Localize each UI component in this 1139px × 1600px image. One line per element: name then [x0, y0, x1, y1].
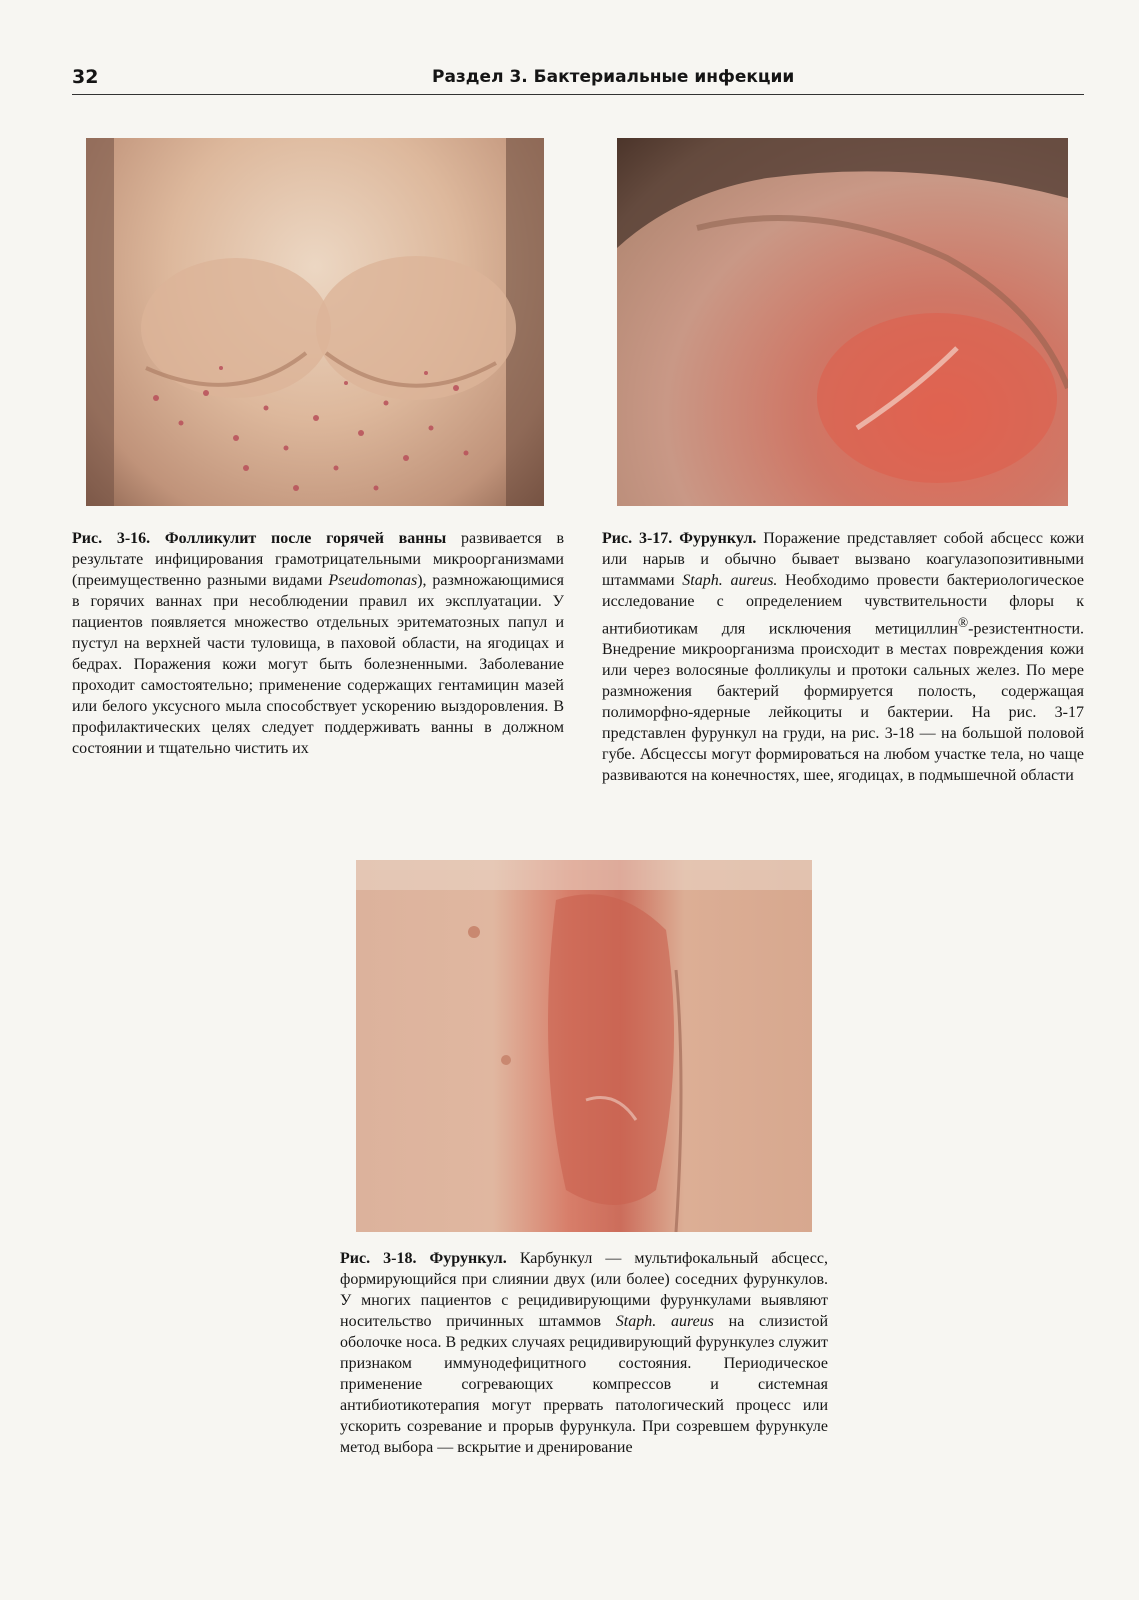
figure-label: Рис. 3-17.	[602, 530, 673, 547]
figure-3-18-photo	[356, 860, 812, 1232]
section-title: Раздел 3. Бактериальные инфекции	[432, 67, 795, 87]
figure-3-16-photo	[86, 138, 544, 506]
figure-3-18-caption	[340, 1248, 828, 1458]
caption-italic: Staph. aureus.	[682, 572, 778, 589]
figure-title: Фолликулит после горячей ванны	[164, 530, 447, 547]
caption-text: на слизистой оболочке носа. В редких случаях рецидивирующий фурункулез служит признаком иммунодефицитного состояния. Периодическое применение согревающих компрессов и системная антибиотикотерапия могут прервать патологический процесс или ускорить созревание и прорыв фурункула. При созревшем фурункуле метод выбора — вскрытие и дренирование	[340, 1313, 829, 1456]
caption-text: ), размножающимися в горячих ваннах при несоблюдении правил их эксплуатации. У пациентов появляется множество отдельных эритематозных папул и пустул на верхней части туловища, в паховой области, на ягодицах и бедрах. Поражения кожи могут быть болезненными. Заболевание проходит самостоятельно; применение содержащих гентамицин мазей или белого уксусного мыла способствует ускорению выздоровления. В профилактических целях следует поддерживать ванны в должном состоянии и тщательно чистить их	[72, 572, 565, 757]
figure-3-16-caption	[72, 528, 564, 759]
caption-text: Необходимо провести бактериологическое исследование с определением чувствительности флоры к антибиотикам для исключения метициллин	[602, 572, 1085, 638]
caption-superscript: ®	[957, 615, 969, 630]
figure-label: Рис. 3-18.	[340, 1250, 417, 1267]
caption-text: развивается в результате инфицирования грамотрицательными микроорганизмами (преимущественно разными видами	[72, 530, 565, 589]
caption-text: -резистентности. Внедрение микроорганизма происходит в местах повреждения кожи или через волосяные фолликулы и протоки сальных желез. По мере размножения бактерий формируется полость, содержащая полиморфно-ядерные лейкоциты и бактерии. На рис. 3-17 представлен фурункул на груди, на рис. 3-18 — на большой половой губе. Абсцессы могут формироваться на любом участке тела, но чаще развиваются на конечностях, шее, ягодицах, в подмышечной области	[602, 620, 1084, 785]
caption-text: Карбункул — мультифокальный абсцесс, формирующийся при слиянии двух (или более) соседних фурункулов. У многих пациентов с рецидивирующими фурункулами выявляют носительство причинных штаммов	[340, 1250, 829, 1330]
figure-3-17-caption	[602, 528, 1084, 786]
figure-label: Рис. 3-16.	[72, 530, 151, 547]
running-header	[72, 64, 1084, 95]
caption-text: Поражение представляет собой абсцесс кожи или нарыв и обычно бывает вызвано коагулазопозитивными штаммами	[602, 530, 1085, 589]
caption-italic: Staph. aureus	[615, 1313, 714, 1330]
caption-italic: Pseudomonas	[328, 572, 418, 589]
figure-title: Фурункул.	[429, 1250, 507, 1267]
page-number: 32	[72, 66, 99, 88]
figure-title: Фурункул.	[679, 530, 757, 547]
figure-3-17-photo	[617, 138, 1068, 506]
